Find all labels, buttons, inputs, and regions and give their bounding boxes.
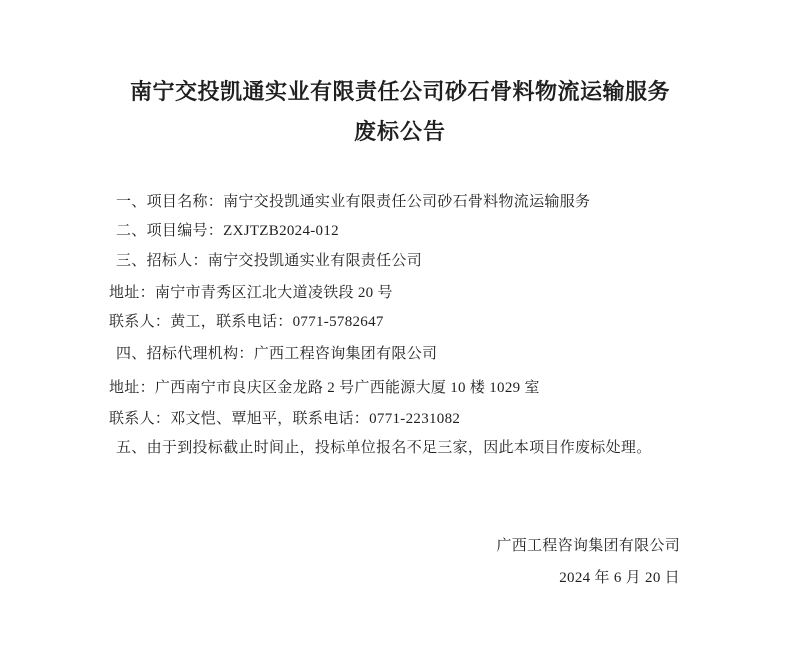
document-title-line2: 废标公告 [353, 119, 446, 144]
agency-address-line: 地址：广西南宁市良庆区金龙路 2 号广西能源大厦 10 楼 1029 室 [109, 380, 540, 396]
date-line: 2024 年 6 月 20 日 [559, 570, 680, 586]
signature-line: 广西工程咨询集团有限公司 [496, 538, 680, 554]
project-name-line: 一、项目名称：南宁交投凯通实业有限责任公司砂石骨料物流运输服务 [116, 194, 591, 210]
agency-line: 四、招标代理机构：广西工程咨询集团有限公司 [116, 346, 438, 362]
document-title-line1: 南宁交投凯通实业有限责任公司砂石骨料物流运输服务 [129, 79, 670, 104]
cancellation-reason-line: 五、由于到投标截止时间止，投标单位报名不足三家，因此本项目作废标处理。 [116, 440, 652, 456]
agency-contact-line: 联系人：邓文恺、覃旭平，联系电话：0771-2231082 [109, 411, 461, 427]
tenderee-address-line: 地址：南宁市青秀区江北大道凌铁段 20 号 [109, 285, 393, 301]
tenderee-line: 三、招标人：南宁交投凯通实业有限责任公司 [116, 253, 423, 269]
tenderee-contact-line: 联系人：黄工，联系电话：0771-5782647 [109, 314, 384, 330]
project-number-line: 二、项目编号：ZXJTZB2024-012 [116, 223, 339, 239]
